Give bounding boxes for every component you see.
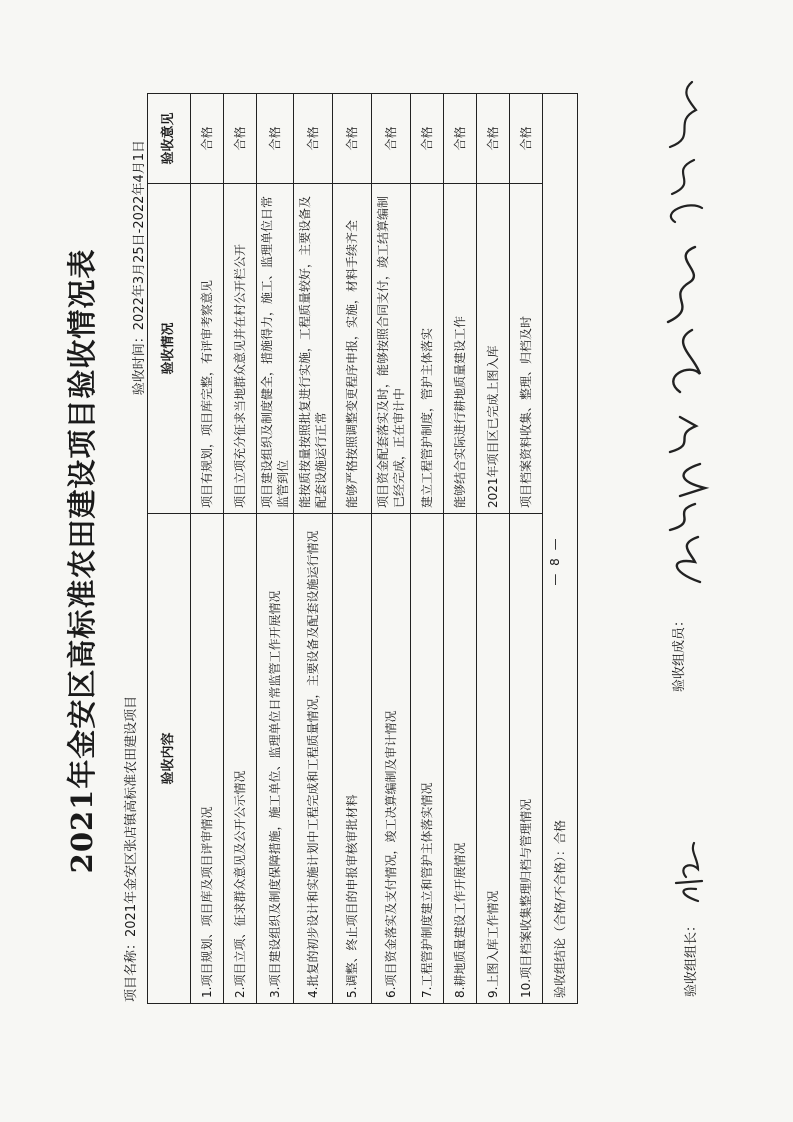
row-opinion: 合格 — [257, 94, 294, 184]
row-status: 能够严格按照调整变更程序申报，实施，材料手续齐全 — [333, 184, 372, 514]
row-opinion: 合格 — [191, 94, 224, 184]
row-status: 项目档案资料收集、整理、归档及时 — [510, 184, 543, 514]
header-content: 验收内容 — [148, 514, 191, 1004]
row-content: 8.耕地质量建设工作开展情况 — [444, 514, 477, 1004]
members-signature — [650, 72, 720, 592]
table-row — [294, 94, 333, 1004]
table-row — [510, 94, 543, 1004]
members-label: 验收组成员： — [672, 613, 687, 692]
row-status: 能够结合实际进行耕地质量建设工作 — [444, 184, 477, 514]
conclusion-text: 验收组结论（合格/不合格）：合格 — [543, 94, 578, 1004]
row-content: 9.上图入库工作情况 — [477, 514, 510, 1004]
table-row — [257, 94, 294, 1004]
table-row — [444, 94, 477, 1004]
table-header-row — [148, 94, 191, 1004]
row-opinion: 合格 — [510, 94, 543, 184]
page-number: — 8 — — [548, 536, 562, 586]
table-row — [477, 94, 510, 1004]
row-status: 项目资金配套落实及时，能够按照合同支付，竣工结算编制已经完成，正在审计中 — [372, 184, 411, 514]
row-content: 1.项目规划、项目库及项目评审情况 — [191, 514, 224, 1004]
inspection-time: 验收时间：2022年3月25日-2022年4月1日 — [132, 140, 147, 396]
row-content: 3.项目建设组织及制度保障措施，施工单位、监理单位日常监管工作开展情况 — [257, 514, 294, 1004]
row-opinion: 合格 — [411, 94, 444, 184]
table-row — [411, 94, 444, 1004]
header-opinion: 验收意见 — [148, 94, 191, 184]
row-opinion: 合格 — [333, 94, 372, 184]
table-row — [191, 94, 224, 1004]
row-content: 7.工程管护制度建立和管护主体落实情况 — [411, 514, 444, 1004]
row-content: 4.批复的初步设计和实施计划中工程完成和工程质量情况，主要设备及配套设施运行情况 — [294, 514, 333, 1004]
row-status: 2021年项目区已完成上图入库 — [477, 184, 510, 514]
row-content: 10.项目档案收集整理归档与管理情况 — [510, 514, 543, 1004]
row-opinion: 合格 — [224, 94, 257, 184]
row-opinion: 合格 — [372, 94, 411, 184]
row-status: 项目建设组织及制度健全，措施得力，施工、监理单位日常监管到位 — [257, 184, 294, 514]
row-status: 项目立项充分征求当地群众意见并在村公开栏公开 — [224, 184, 257, 514]
table-row — [372, 94, 411, 1004]
row-opinion: 合格 — [294, 94, 333, 184]
table-row — [224, 94, 257, 1004]
header-status: 验收情况 — [148, 184, 191, 514]
row-opinion: 合格 — [477, 94, 510, 184]
leader-label: 验收组组长： — [684, 918, 699, 997]
acceptance-table — [147, 93, 578, 1004]
row-content: 5.调整、终止项目的申报审核审批材料 — [333, 514, 372, 1004]
leader-signature — [668, 837, 708, 907]
row-content: 6.项目资金落实及支付情况，竣工决算编制及审计情况 — [372, 514, 411, 1004]
project-name: 项目名称：2021年金安区张店镇高标准农田建设项目 — [124, 695, 139, 1002]
row-status: 能按质按量按照批复进行实施，工程质量较好，主要设备及配套设施运行正常 — [294, 184, 333, 514]
table-row — [333, 94, 372, 1004]
document-title: 2021年金安区高标准农田建设项目验收情况表 — [65, 248, 99, 874]
row-status: 建立工程管护制度，管护主体落实 — [411, 184, 444, 514]
row-status: 项目有规划，项目库完整，有评审考察意见 — [191, 184, 224, 514]
row-opinion: 合格 — [444, 94, 477, 184]
row-content: 2.项目立项、征求群众意见及公开公示情况 — [224, 514, 257, 1004]
